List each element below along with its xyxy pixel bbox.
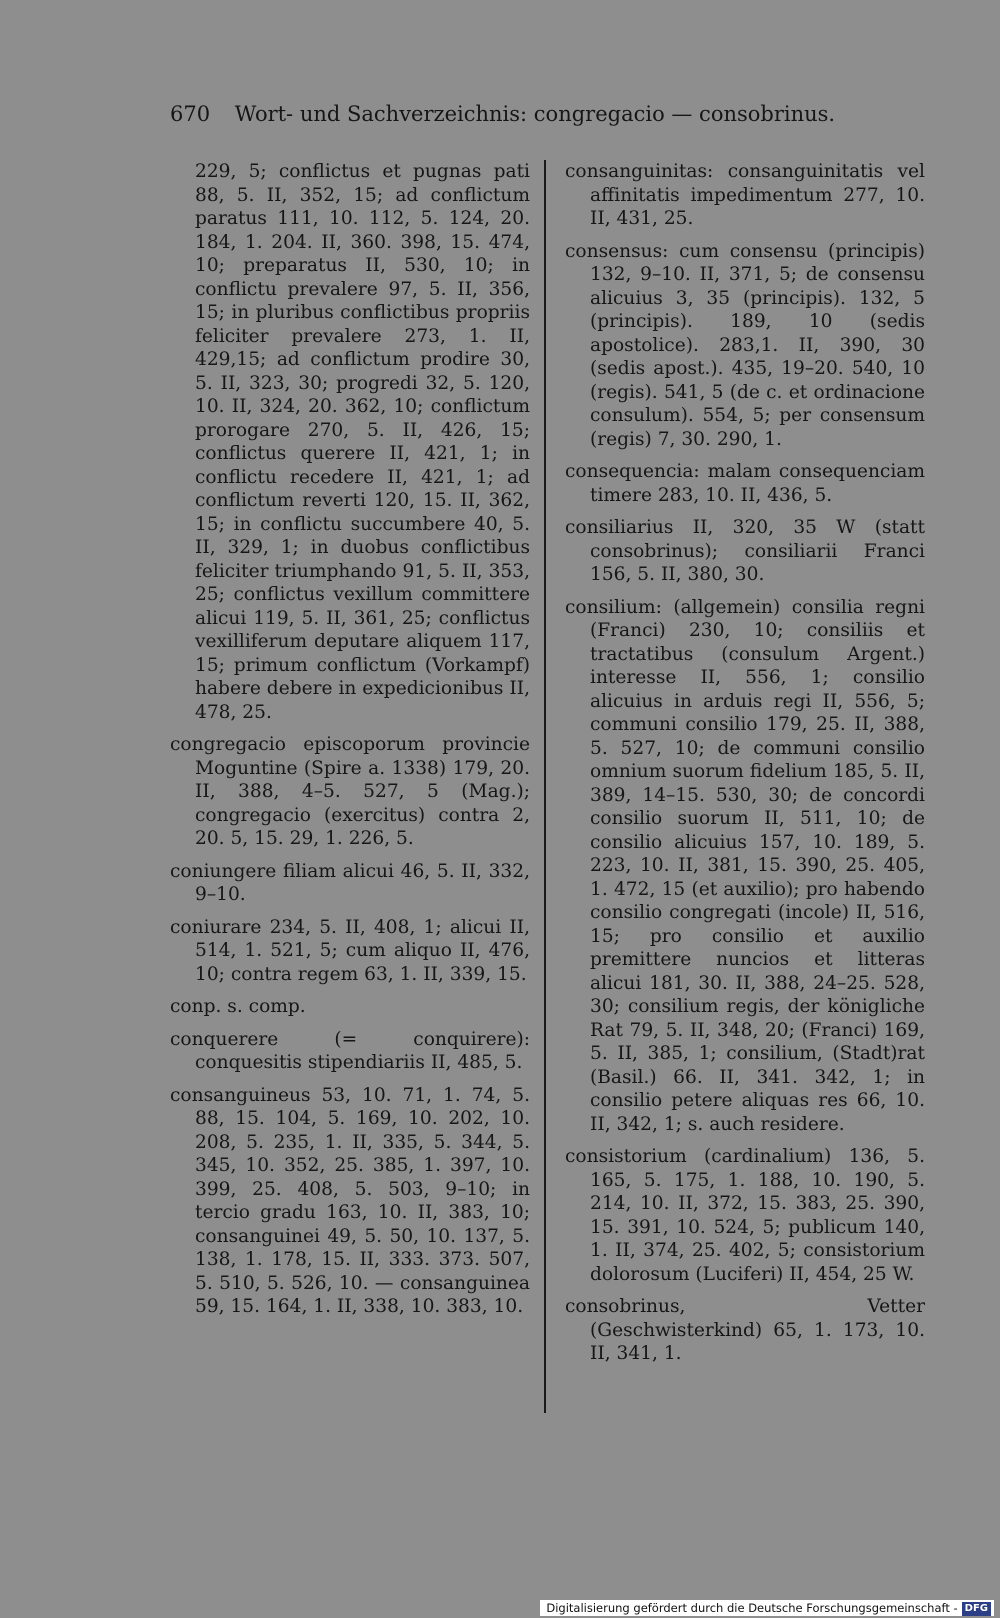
index-entry: consobrinus, Vetter (Geschwisterkind) 65, 1. 173, 10. II, 341, 1.	[565, 1296, 925, 1364]
index-entry: consanguinitas: consanguinitatis vel affinitatis impedimentum 277, 10. II, 431, 25.	[565, 161, 925, 229]
index-entry: consensus: cum consensu (principis) 132, 9–10. II, 371, 5; de consensu alicuius 3, 35 (principis). 132, 5 (principis). 189, 10 (sedis apostolice). 283,1. II, 390, 30 (sedis apost.). 435, 19–20. 540, 10 (regis). 541, 5 (de c. et ordinacione consulum). 554, 5; per consensum (regis) 7, 30. 290, 1.	[565, 240, 925, 450]
index-entry: coniungere filiam alicui 46, 5. II, 332, 9–10.	[170, 860, 530, 905]
index-entry: consanguineus 53, 10. 71, 1. 74, 5. 88, 15. 104, 5. 169, 10. 202, 10. 208, 5. 235, 1. II, 335, 5. 344, 5. 345, 10. 352, 25. 385, 1. 397, 10. 399, 25. 408, 5. 503, 9–10; in tercio gradu 163, 10. II, 383, 10; consanguinei 49, 5. 50, 10. 137, 5. 138, 1. 178, 15. II, 333. 373. 507, 5. 510, 5. 526, 10. — consanguinea 59, 15. 164, 1. II, 338, 10. 383, 10.	[170, 1084, 530, 1317]
running-header	[170, 100, 870, 128]
credit-text: Digitalisierung gefördert durch die Deutsche Forschungsgemeinschaft -	[546, 1601, 958, 1615]
index-entry: conquerere (= conquirere): conquesitis stipendiariis II, 485, 5.	[170, 1028, 530, 1073]
digitization-credit	[540, 1600, 994, 1616]
index-entry: congregacio episcoporum provincie Moguntine (Spire a. 1338) 179, 20. II, 388, 4–5. 527, 5 (Mag.); congregacio (exercitus) contra 2, 20. 5, 15. 29, 1. 226, 5.	[170, 734, 530, 849]
index-entry: consequencia: malam consequenciam timere 283, 10. II, 436, 5.	[565, 461, 925, 506]
column-divider	[544, 160, 546, 1413]
dfg-logo: DFG	[962, 1602, 991, 1616]
right-column	[565, 160, 925, 1375]
index-entry: consiliarius II, 320, 35 W (statt consobrinus); consiliarii Franci 156, 5. II, 380, 30.	[565, 517, 925, 585]
index-entry: conp. s. comp.	[170, 996, 306, 1017]
index-entry: 229, 5; conflictus et pugnas pati 88, 5. II, 352, 15; ad conflictum paratus 111, 10. 112, 5. 124, 20. 184, 1. 204. II, 360. 398, 15. 474, 10; preparatus II, 530, 10; in conflictu prevalere 97, 5. II, 356, 15; in pluribus conflictibus propriis feliciter prevalere 273, 1. II, 429,15; ad conflictum prodire 30, 5. II, 323, 30; progredi 32, 5. 120, 10. II, 324, 20. 362, 10; conflictum prorogare 270, 5. II, 426, 15; conflictus querere II, 421, 1; in conflictu recedere II, 421, 1; ad conflictum reverti 120, 15. II, 362, 15; in conflictu succumbere 40, 5. II, 329, 1; in duobus conflictibus feliciter triumphando 91, 5. II, 353, 25; conflictus vexillum committere alicui 119, 5. II, 361, 25; conflictus vexilliferum deputare aliquem 117, 15; primum conflictum (Vorkampf) habere debere in expedicionibus II, 478, 25.	[195, 161, 530, 723]
index-entry: coniurare 234, 5. II, 408, 1; alicui II, 514, 1. 521, 5; cum aliquo II, 476, 10; contra regem 63, 1. II, 339, 15.	[170, 916, 530, 985]
index-entry: consilium: (allgemein) consilia regni (Franci) 230, 10; consiliis et tractatibus (consulum Argent.) interesse II, 556, 1; consilio alicuius in arduis regi II, 556, 5; communi consilio 179, 25. II, 388, 5. 527, 10; de communi consilio omnium suorum fidelium 185, 5. II, 389, 14–15. 530, 30; de concordi consilio suorum II, 511, 10; de consilio alicuius 157, 10. 189, 5. 223, 10. II, 381, 15. 390, 25. 405, 1. 472, 15 (et auxilio); pro habendo consilio congregati (incole) II, 516, 15; pro consilio et auxilio premittere nuncios et litteras alicui 181, 30. II, 388, 24–25. 528, 30; consilium regis, der königliche Rat 79, 5. II, 348, 20; (Franci) 169, 5. II, 385, 1; consilium, (Stadt)rat (Basil.) 66. II, 341. 342, 1; in consilio petere aliquas res 66, 10. II, 342, 1; s. auch residere.	[565, 596, 925, 1135]
left-column	[170, 160, 530, 1328]
page-title: Wort- und Sachverzeichnis: congregacio — consobrinus.	[234, 102, 836, 126]
index-entry: consistorium (cardinalium) 136, 5. 165, 5. 175, 1. 188, 10. 190, 5. 214, 10. II, 372, 15. 383, 25. 390, 15. 391, 10. 524, 5; publicum 140, 1. II, 374, 25. 402, 5; consistorium dolorosum (Luciferi) II, 454, 25 W.	[565, 1146, 925, 1285]
page-number: 670	[170, 102, 211, 126]
